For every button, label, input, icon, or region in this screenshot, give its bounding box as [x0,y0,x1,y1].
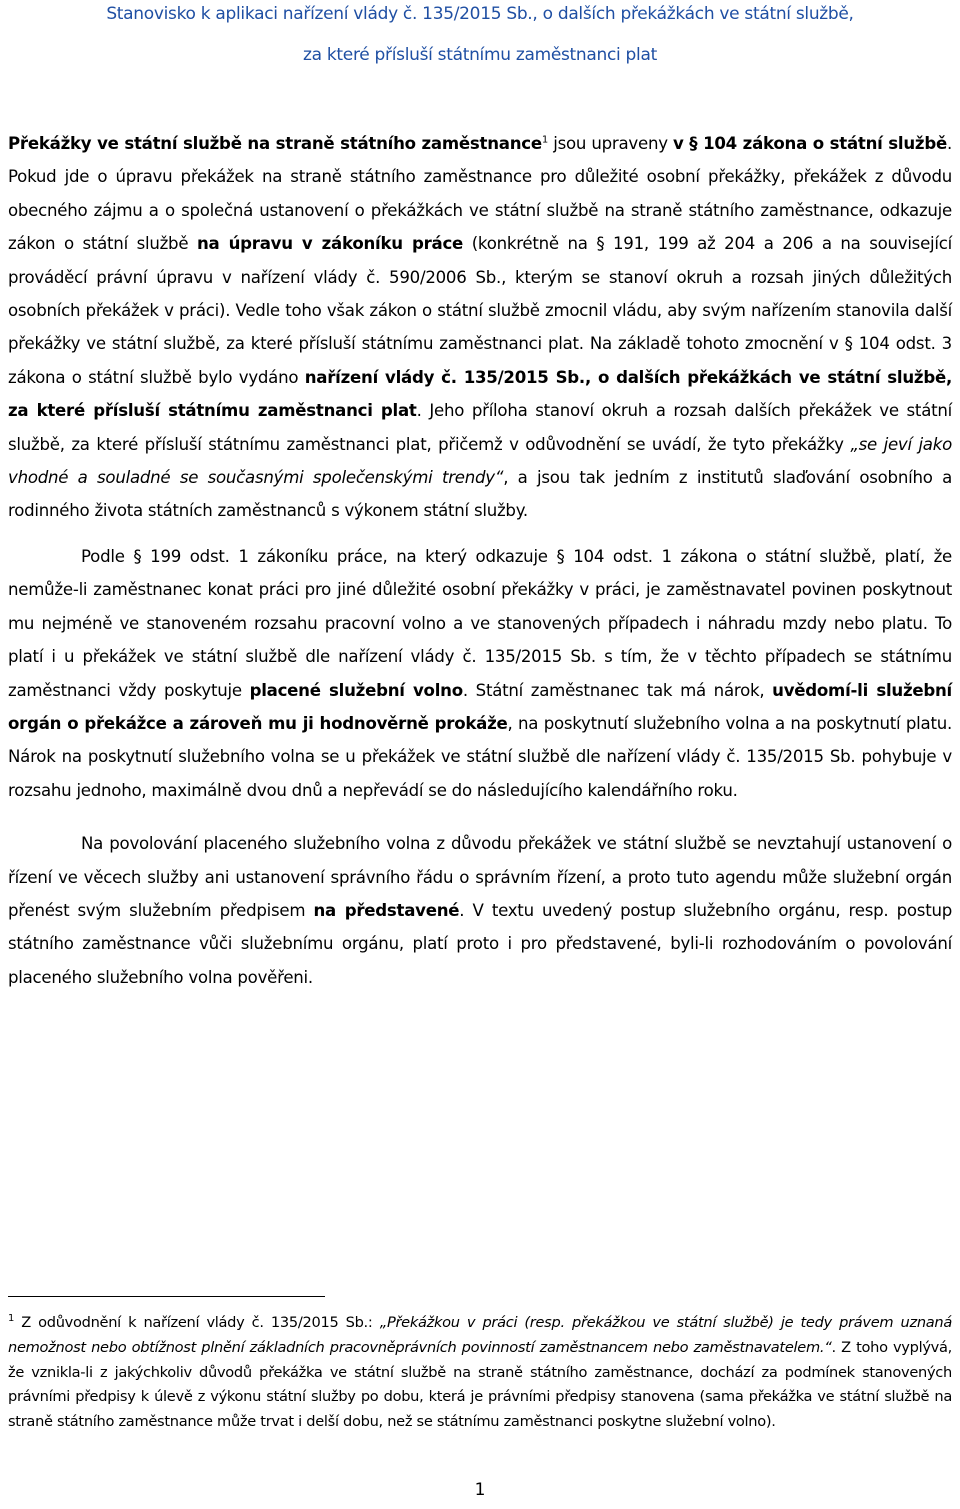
p3-text: Na povolování placeného služebního volna z důvodu překážek ve státní službě se nevztahují ustanovení o řízení ve věcech služby ani ustanovení správního řádu o správním řízení, a proto tuto agendu může služební orgán přenést svým služebním předpisem [8,834,952,920]
paragraph-1 [8,127,952,528]
p1-bold-regulation: nařízení vlády č. 135/2015 Sb., o dalších překážkách ve státní službě, za které přísluší státnímu zaměstnanci plat [8,367,953,421]
p1-text: , a jsou tak jedním z institutů slaďování osobního a rodinného života státních zaměstnanců s výkonem státní služby. [8,468,952,521]
p1-text: . Jeho příloha stanoví okruh a rozsah dalších překážek ve státní službě, za které přísluší státnímu zaměstnanci plat, přičemž v odůvodnění se uvádí, že tyto překážky [8,401,952,454]
p2-bold-paid-leave: placené služební volno [249,680,463,700]
p1-text: jsou upraveny [548,134,674,153]
p2-text: , na poskytnutí služebního volna a na poskytnutí platu. Nárok na poskytnutí služebního volna se u překážek ve státní službě dle nařízení vlády č. 135/2015 Sb. pohybuje v rozsahu jednoho, maximálně dvou dnů a nepřevádí se do následujícího kalendářního roku. [8,713,952,800]
p1-text: (konkrétně na § 191, 199 až 204 a 206 a na související prováděcí právní úpravu v nařízení vlády č. 590/2006 Sb., kterým se stanoví okruh a rozsah jiných důležitých osobních překážek v práci). Vedle toho však zákon o státní službě zmocnil vládu, aby svým nařízením stanovila další překážky ve státní službě, za které přísluší státnímu zaměstnanci plat. Na základě tohoto zmocnění v § 104 odst. 3 zákona o státní službě bylo vydáno [8,234,952,387]
footnote-text: Z odůvodnění k nařízení vlády č. 135/2015 Sb.: [14,1314,380,1331]
footnote-text: . Z toho vyplývá, že vznikla-li z jakýchkoliv důvodů překážka ve státní službě na straně státního zaměstnance, dochází za podmínek stanovených právními předpisy k úlevě z výkonu státní služby po dobu, která je právními předpisy stanovena (sama překážka ve státní službě na straně státního zaměstnance může trvat i delší dobu, než se státnímu zaměstnanci poskytne služební volno). [8,1338,953,1431]
p2-text: Podle § 199 odst. 1 zákoníku práce, na který odkazuje § 104 odst. 1 zákona o státní službě, platí, že nemůže-li zaměstnanec konat práci pro jiné důležité osobní překážky v práci, je zaměstnavatel povinen poskytnout mu nejméně ve stanoveném rozsahu pracovní volno a ve stanovených případech i náhradu mzdy nebo platu. To platí i u překážek ve státní službě dle nařízení vlády č. 135/2015 Sb. s tím, že v těchto případech se státnímu zaměstnanci vždy poskytuje [8,546,952,700]
body-text [8,127,952,994]
paragraph-3 [8,827,952,994]
page-number: 1 [474,1480,486,1500]
paragraph-2 [8,540,952,807]
p1-bold-law-ref: v § 104 zákona o státní službě [673,134,947,153]
footnote-number: 1 [8,1313,15,1325]
p1-italic-quote: „se jeví jako vhodné a souladné se současnými společenskými trendy“ [8,434,952,488]
footnote-reference: 1 [541,134,549,146]
footnote-italic-quote: „Překážkou v práci (resp. překážkou ve státní službě) je tedy právem uznaná nemožnost nebo obtížnost plnění základních pracovněprávních povinností zaměstnancem nebo zaměstnavatelem.“ [8,1314,953,1356]
title-line-1: Stanovisko k aplikaci nařízení vlády č. 135/2015 Sb., o dalších překážkách ve státní službě, [106,4,854,24]
footnote-separator [8,1296,325,1297]
title-line-2: za které přísluší státnímu zaměstnanci plat [303,45,657,65]
p1-bold-lead: Překážky ve státní službě na straně státního zaměstnance [8,134,542,153]
footnote [8,1311,952,1435]
p3-bold-superiors: na představené [313,900,460,920]
p2-text: . Státní zaměstnanec tak má nárok, [462,680,773,700]
p1-bold-labour-code: na úpravu v zákoníku práce [196,234,464,254]
p2-bold-condition: uvědomí-li služební orgán o překážce a zároveň mu ji hodnověrně prokáže [8,680,952,733]
p1-text: . Pokud jde o úpravu překážek na straně státního zaměstnance pro důležité osobní překážky, překážek z důvodu obecného zájmu a o společná ustanovení o překážkách ve státní službě na straně státního zaměstnance, odkazuje zákon o státní službě [8,134,953,254]
p3-text: . V textu uvedený postup služebního orgánu, resp. postup státního zaměstnance vůči služebnímu orgánu, platí proto i pro představené, byli-li rozhodováním o povolování placeného služebního volna pověřeni. [8,900,952,987]
